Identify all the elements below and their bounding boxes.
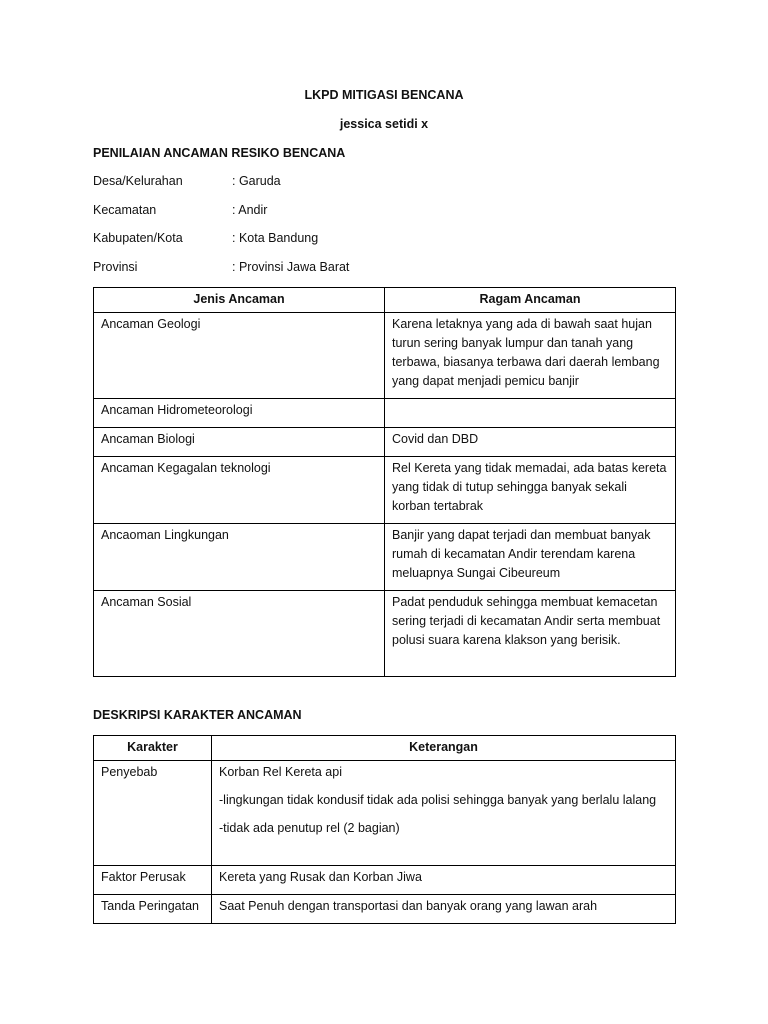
header-keterangan: Keterangan [212, 736, 676, 761]
cell-jenis: Ancaman Hidrometeorologi [94, 399, 385, 428]
table-row [94, 591, 676, 677]
cell-karakter: Tanda Peringatan [94, 895, 212, 924]
table-header-row [94, 288, 676, 313]
provinsi-value: : Provinsi Jawa Barat [232, 260, 350, 274]
cell-karakter: Faktor Perusak [94, 866, 212, 895]
cell-jenis: Ancaman Kegagalan teknologi [94, 457, 385, 524]
cell-karakter: Penyebab [94, 761, 212, 866]
kabupaten-label: Kabupaten/Kota [93, 231, 183, 245]
document-title: LKPD MITIGASI BENCANA [304, 88, 464, 102]
cell-jenis: Ancaman Geologi [94, 313, 385, 399]
table-row [94, 399, 676, 428]
cell-ragam: Banjir yang dapat terjadi dan membuat banyak rumah di kecamatan Andir terendam karena meluapnya Sungai Cibeureum [385, 524, 676, 591]
cause-line: -tidak ada penutup rel (2 bagian) [219, 821, 400, 835]
cause-line: -lingkungan tidak kondusif tidak ada polisi sehingga banyak yang berlalu lalang [219, 793, 657, 807]
header-ragam: Ragam Ancaman [385, 288, 676, 313]
cause-line: Korban Rel Kereta api [219, 765, 342, 779]
table-row [94, 866, 676, 895]
cell-ragam [385, 399, 676, 428]
cell-ragam: Padat penduduk sehingga membuat kemacetan sering terjadi di kecamatan Andir serta membuat polusi suara karena klakson yang berisik. [385, 591, 676, 677]
author-name: jessica setidi x [339, 117, 429, 131]
cell-jenis: Ancaman Biologi [94, 428, 385, 457]
character-table [93, 735, 676, 924]
cell-keterangan: Saat Penuh dengan transportasi dan banyak orang yang lawan arah [212, 895, 676, 924]
header-jenis: Jenis Ancaman [94, 288, 385, 313]
header-karakter: Karakter [94, 736, 212, 761]
kecamatan-value: : Andir [232, 203, 268, 217]
desa-value: : Garuda [232, 174, 281, 188]
table-row [94, 895, 676, 924]
provinsi-label: Provinsi [93, 260, 138, 274]
cell-ragam: Rel Kereta yang tidak memadai, ada batas kereta yang tidak di tutup sehingga banyak sekali korban tertabrak [385, 457, 676, 524]
table-row [94, 761, 676, 866]
cell-ragam: Covid dan DBD [385, 428, 676, 457]
cell-keterangan: Kereta yang Rusak dan Korban Jiwa [212, 866, 676, 895]
cell-keterangan [212, 761, 676, 866]
table-row [94, 524, 676, 591]
cell-jenis: Ancaman Sosial [94, 591, 385, 677]
table-row [94, 313, 676, 399]
kabupaten-value: : Kota Bandung [232, 231, 319, 245]
desa-label: Desa/Kelurahan [93, 174, 183, 188]
section-title-risk-assessment: PENILAIAN ANCAMAN RESIKO BENCANA [93, 146, 346, 160]
section-title-character: DESKRIPSI KARAKTER ANCAMAN [93, 708, 302, 722]
table-row [94, 457, 676, 524]
table-row [94, 428, 676, 457]
cell-jenis: Ancaoman Lingkungan [94, 524, 385, 591]
threats-table [93, 287, 676, 677]
table-header-row [94, 736, 676, 761]
kecamatan-label: Kecamatan [93, 203, 157, 217]
cell-ragam: Karena letaknya yang ada di bawah saat hujan turun sering banyak lumpur dan tanah yang terbawa, biasanya terbawa dari daerah lembang yang dapat menjadi pemicu banjir [385, 313, 676, 399]
